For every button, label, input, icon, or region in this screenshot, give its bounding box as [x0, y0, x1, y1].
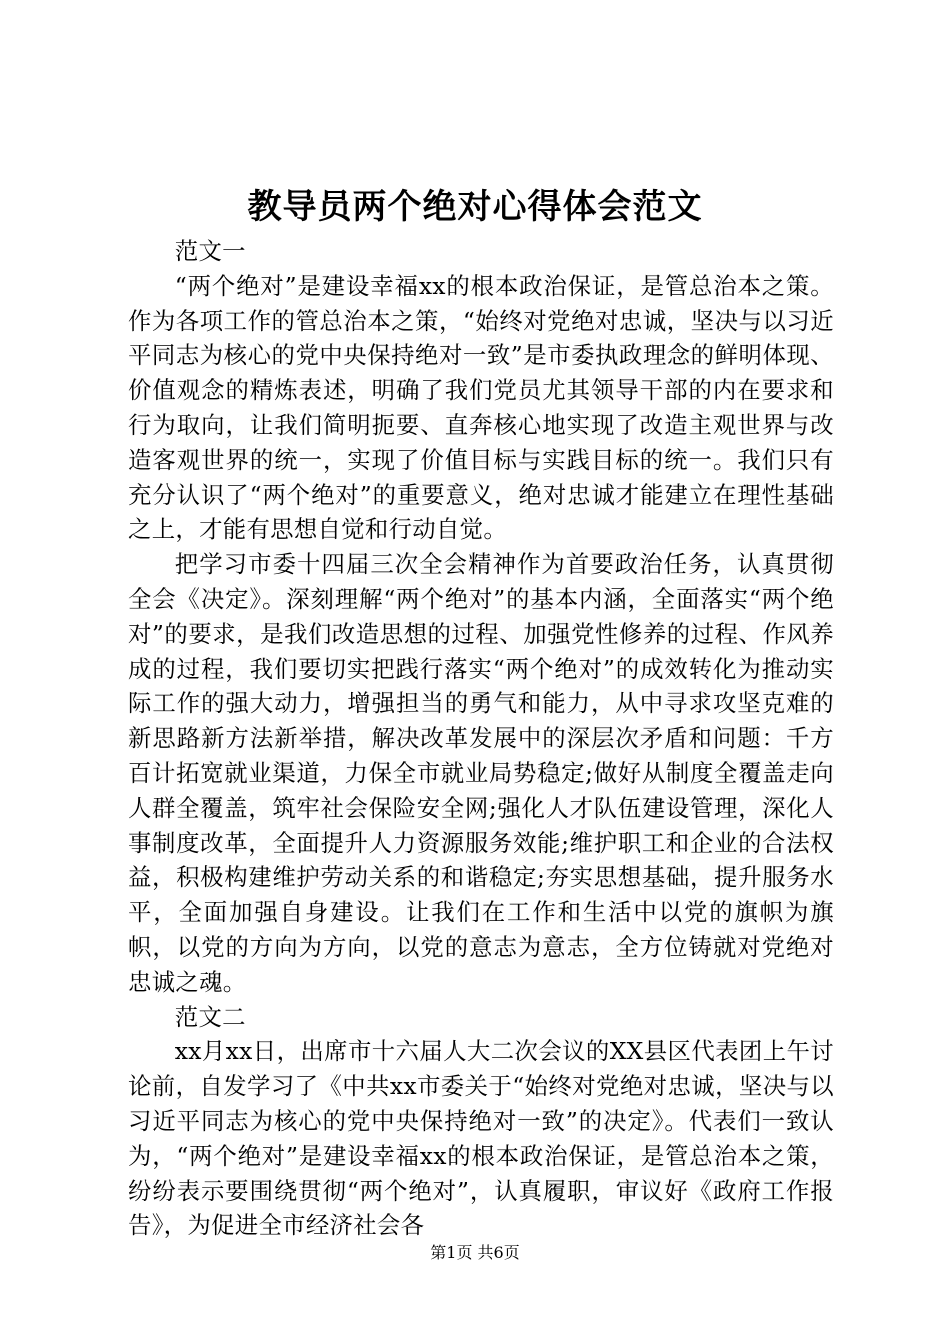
- document-body: [128, 234, 834, 1243]
- section-heading-1: 范文一: [174, 237, 246, 265]
- section-1-paragraph-2: 把学习市委十四届三次全会精神作为首要政治任务，认真贯彻全会《决定》。深刻理解“两个绝对”的基本内涵，全面落实“两个绝对”的要求，是我们改造思想的过程、加强党性修养的过程、作风养成的过程，我们要切实把践行落实“两个绝对”的成效转化为推动实际工作的强大动力，增强担当的勇气和能力，从中寻求攻坚克难的新思路新方法新举措，解决改革发展中的深层次矛盾和问题：千方百计拓宽就业渠道，力保全市就业局势稳定;做好从制度全覆盖走向人群全覆盖，筑牢社会保险安全网;强化人才队伍建设管理，深化人事制度改革，全面提升人力资源服务效能;维护职工和企业的合法权益，积极构建维护劳动关系的和谐稳定;夯实思想基础，提升服务水平，全面加强自身建设。让我们在工作和生活中以党的旗帜为旗帜，以党的方向为方向，以党的意志为意志，全方位铸就对党绝对忠诚之魂。: [128, 550, 834, 996]
- section-heading-2: 范文二: [174, 1002, 246, 1031]
- section-2-paragraph-1: xx月xx日，出席市十六届人大二次会议的XX县区代表团上午讨论前，自发学习了《中共xx市委关于“始终对党绝对忠诚，坚决与以习近平同志为核心的党中央保持绝对一致”的决定》。代表们一致认为，“两个绝对”是建设幸福xx的根本政治保证，是管总治本之策，纷纷表示要围绕贯彻“两个绝对”，认真履职，审议好《政府工作报告》，为促进全市经济社会各: [128, 1037, 834, 1240]
- section-1-paragraph-1: “两个绝对”是建设幸福xx的根本政治保证，是管总治本之策。作为各项工作的管总治本之策，“始终对党绝对忠诚，坚决与以习近平同志为核心的党中央保持绝对一致”是市委执政理念的鲜明体现、价值观念的精炼表述，明确了我们党员尤其领导干部的内在要求和行为取向，让我们简明扼要、直奔核心地实现了改造主观世界与改造客观世界的统一，实现了价值目标与实践目标的统一。我们只有充分认识了“两个绝对”的重要意义，绝对忠诚才能建立在理性基础之上，才能有思想自觉和行动自觉。: [128, 271, 834, 544]
- document-title: 教导员两个绝对心得体会范文: [247, 187, 703, 227]
- page-number-footer: 第1页 共6页: [430, 1243, 520, 1262]
